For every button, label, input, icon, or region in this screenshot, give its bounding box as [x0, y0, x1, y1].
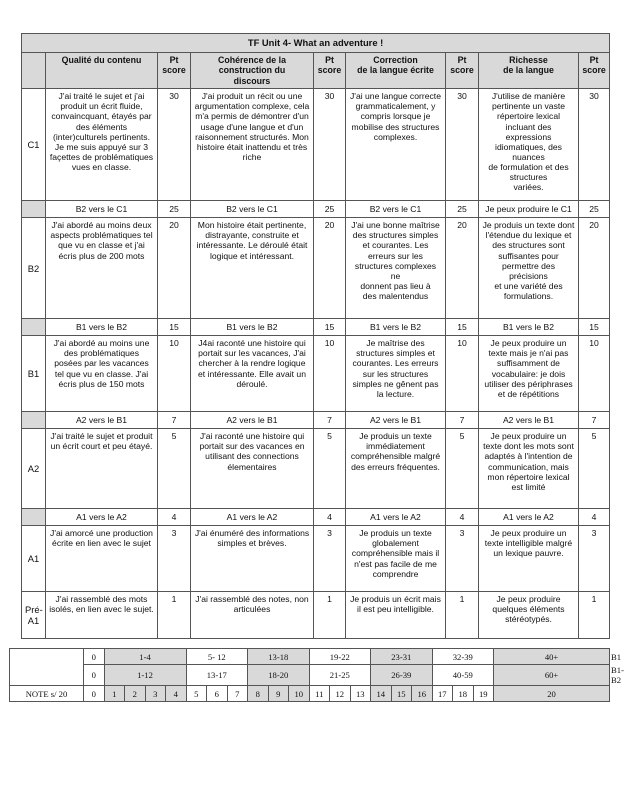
between-score: 15	[158, 319, 191, 336]
conversion-corner-cell	[10, 649, 84, 686]
note-label: NOTE s/ 20	[10, 686, 84, 702]
between-label: A1 vers le A2	[346, 509, 446, 526]
correction-b2: J'ai une bonne maîtrise des structures simples et courantes. Les erreurs sur les structures complexes ne donnent pas lieu à des malentendus	[346, 218, 446, 319]
rubric-row-a2-to-b1	[22, 412, 610, 429]
richness-a1: Je peux produire un texte intelligible malgré un lexique pauvre.	[479, 526, 579, 592]
between-label: A2 vers le B1	[346, 412, 446, 429]
rubric-row-pre-a1	[22, 592, 610, 639]
note-value: 5	[186, 686, 207, 702]
level-label-a1: A1	[22, 526, 46, 592]
score-band: 1-12	[104, 665, 186, 686]
correction-b1: Je maîtrise des structures simples et courantes. Les erreurs sur les structures simples ne gênent pas la lecture.	[346, 336, 446, 412]
between-score: 7	[314, 412, 346, 429]
between-score: 7	[579, 412, 610, 429]
between-score: 4	[158, 509, 191, 526]
quality-score-b1: 10	[158, 336, 191, 412]
correction-score-a2: 5	[446, 429, 479, 509]
header-coherence: Cohérence de la construction du discours	[191, 53, 314, 89]
between-score: 15	[314, 319, 346, 336]
coherence-score-pre-a1: 1	[314, 592, 346, 639]
richness-c1: J'utilise de manière pertinente un vaste répertoire lexical incluant des expressions idiomatiques, des nuances de formulation et des structures variées.	[479, 89, 579, 201]
coherence-score-c1: 30	[314, 89, 346, 201]
level-header-cell	[22, 53, 46, 89]
score-band: 19-22	[309, 649, 371, 665]
coherence-c1: J'ai produit un récit ou une argumentation complexe, cela m'a permis de démontrer d'un usage d'une langue et d'un raisonnement structurés. Mon histoire était inattendu et très riche	[191, 89, 314, 201]
coherence-score-a2: 5	[314, 429, 346, 509]
rubric-title-row	[22, 34, 610, 53]
header-correction: Correction de la langue écrite	[346, 53, 446, 89]
note-value: 2	[125, 686, 146, 702]
level-spacer	[22, 412, 46, 429]
between-label: A1 vers le A2	[479, 509, 579, 526]
level-label-b1: B1	[22, 336, 46, 412]
between-label: Je peux produire le C1	[479, 201, 579, 218]
note-value: 1	[104, 686, 125, 702]
header-pt-score-4: Pt score	[579, 53, 610, 89]
between-label: B1 vers le B2	[191, 319, 314, 336]
header-pt-score-2: Pt score	[314, 53, 346, 89]
richness-score-a1: 3	[579, 526, 610, 592]
rubric-row-b1-to-b2	[22, 319, 610, 336]
quality-b1: J'ai abordé au moins une des problématiques posées par les vacances tel que vu en classe. J'ai écris plus de 150 mots	[46, 336, 158, 412]
rubric-row-b1	[22, 336, 610, 412]
correction-a2: Je produis un texte immédiatement compréhensible malgré des erreurs fréquentes.	[346, 429, 446, 509]
level-label-b2: B2	[22, 218, 46, 319]
richness-score-a2: 5	[579, 429, 610, 509]
quality-score-a1: 3	[158, 526, 191, 592]
note-value: 8	[248, 686, 269, 702]
between-score: 25	[446, 201, 479, 218]
richness-score-c1: 30	[579, 89, 610, 201]
header-pt-score-3: Pt score	[446, 53, 479, 89]
between-score: 25	[158, 201, 191, 218]
level-spacer	[22, 509, 46, 526]
between-score: 25	[579, 201, 610, 218]
note-value: 10	[289, 686, 310, 702]
correction-a1: Je produis un texte globalement compréhensible mais il n'est pas facile de me comprendre	[346, 526, 446, 592]
richness-score-b2: 20	[579, 218, 610, 319]
note-value: 12	[330, 686, 351, 702]
quality-b2: J'ai abordé au moins deux aspects problématiques tel que vu en classe et j'ai écris plus de 200 mots	[46, 218, 158, 319]
between-score: 15	[579, 319, 610, 336]
note-value: 7	[227, 686, 248, 702]
note-value: 11	[309, 686, 330, 702]
score-band: 1-4	[104, 649, 186, 665]
note-value: 20	[494, 686, 610, 702]
grade-conversion-table	[9, 648, 624, 702]
quality-score-b2: 20	[158, 218, 191, 319]
score-band: 40+	[494, 649, 610, 665]
rubric-row-a2	[22, 429, 610, 509]
between-score: 4	[446, 509, 479, 526]
between-score: 15	[446, 319, 479, 336]
conversion-row-1: 0 1-4 5- 12 13-18 19-22 23-31 32-39 40+ B1	[10, 649, 610, 665]
correction-score-b2: 20	[446, 218, 479, 319]
note-value: 13	[350, 686, 371, 702]
correction-score-c1: 30	[446, 89, 479, 201]
between-label: B1 vers le B2	[46, 319, 158, 336]
conversion-zero: 0	[84, 665, 105, 686]
note-value: 15	[391, 686, 412, 702]
between-label: A2 vers le B1	[46, 412, 158, 429]
score-band: 23-31	[371, 649, 433, 665]
quality-pre-a1: J'ai rassemblé des mots isolés, en lien avec le sujet.	[46, 592, 158, 639]
level-spacer	[22, 319, 46, 336]
between-score: 7	[446, 412, 479, 429]
between-label: A1 vers le A2	[191, 509, 314, 526]
score-band: 5- 12	[186, 649, 248, 665]
coherence-a1: J'ai énuméré des informations simples et brèves.	[191, 526, 314, 592]
score-band: 26-39	[371, 665, 433, 686]
between-label: B2 vers le C1	[346, 201, 446, 218]
header-quality: Qualité du contenu	[46, 53, 158, 89]
note-value: 6	[207, 686, 228, 702]
quality-score-a2: 5	[158, 429, 191, 509]
level-spacer	[22, 201, 46, 218]
between-label: B1 vers le B2	[346, 319, 446, 336]
note-value: 17	[432, 686, 453, 702]
level-label-pre-a1: Pré- A1	[22, 592, 46, 639]
richness-pre-a1: Je peux produire quelques éléments stéréotypés.	[479, 592, 579, 639]
between-label: B2 vers le C1	[191, 201, 314, 218]
between-score: 4	[314, 509, 346, 526]
coherence-b2: Mon histoire était pertinente, distrayante, construite et intéressante. Le déroulé était logique et intéressant.	[191, 218, 314, 319]
score-band: 60+	[494, 665, 610, 686]
coherence-a2: J'ai raconté une histoire qui portait sur des vacances en utilisant des connections élementaires	[191, 429, 314, 509]
quality-score-pre-a1: 1	[158, 592, 191, 639]
coherence-score-b1: 10	[314, 336, 346, 412]
rubric-row-a1-to-a2	[22, 509, 610, 526]
quality-a1: J'ai amorcé une production écrite en lien avec le sujet	[46, 526, 158, 592]
quality-c1: J'ai traité le sujet et j'ai produit un écrit fluide, convaincquant, étayés par des éléments (inter)culturels pertinents. Je me suis appuyé sur 3 façettes de problématiques vues en classe.	[46, 89, 158, 201]
rubric-title: TF Unit 4- What an adventure !	[22, 34, 610, 53]
evaluation-rubric-table	[21, 33, 610, 639]
score-band: 13-18	[248, 649, 310, 665]
between-score: 7	[158, 412, 191, 429]
score-band: 21-25	[309, 665, 371, 686]
between-label: A2 vers le B1	[479, 412, 579, 429]
note-value: 19	[473, 686, 494, 702]
rubric-header-row	[22, 53, 610, 89]
correction-pre-a1: Je produis un écrit mais il est peu intelligible.	[346, 592, 446, 639]
between-label: A2 vers le B1	[191, 412, 314, 429]
richness-a2: Je peux produire un texte dont les mots sont adaptés à l'intention de communication, mais mon répertoire lexical est limité	[479, 429, 579, 509]
richness-score-b1: 10	[579, 336, 610, 412]
correction-score-pre-a1: 1	[446, 592, 479, 639]
conversion-zero: 0	[84, 649, 105, 665]
correction-score-a1: 3	[446, 526, 479, 592]
header-richness: Richesse de la langue	[479, 53, 579, 89]
coherence-pre-a1: J'ai rassemblé des notes, non articulées	[191, 592, 314, 639]
between-score: 25	[314, 201, 346, 218]
between-label: B1 vers le B2	[479, 319, 579, 336]
note-value: 4	[166, 686, 187, 702]
coherence-b1: J4ai raconté une histoire qui portait sur les vacances, J'ai chercher à la rendre logique et intéressante. Elle avait un déroulé.	[191, 336, 314, 412]
note-value: 18	[453, 686, 474, 702]
score-band: 18-20	[248, 665, 310, 686]
richness-b2: Je produis un texte dont l'étendue du lexique et des structures sont suffisantes pour permettre des précisions et une variété des formulations.	[479, 218, 579, 319]
note-value: 16	[412, 686, 433, 702]
correction-score-b1: 10	[446, 336, 479, 412]
between-label: A1 vers le A2	[46, 509, 158, 526]
score-band: 13-17	[186, 665, 248, 686]
quality-a2: J'ai traité le sujet et produit un écrit court et peu étayé.	[46, 429, 158, 509]
note-value: 14	[371, 686, 392, 702]
between-label: B2 vers le C1	[46, 201, 158, 218]
richness-b1: Je peux produire un texte mais je n'ai pas suffisamment de vocabulaire: je dois utiliser des périphrases et de répétitions	[479, 336, 579, 412]
coherence-score-a1: 3	[314, 526, 346, 592]
rubric-row-b2	[22, 218, 610, 319]
rubric-row-b2-to-c1	[22, 201, 610, 218]
correction-c1: J'ai une langue correcte grammaticalement, y compris lorsque je mobilise des structures complexes.	[346, 89, 446, 201]
coherence-score-b2: 20	[314, 218, 346, 319]
note-value: 0	[84, 686, 105, 702]
level-label-c1: C1	[22, 89, 46, 201]
between-score: 4	[579, 509, 610, 526]
note-value: 3	[145, 686, 166, 702]
score-band: 32-39	[432, 649, 494, 665]
score-band: 40-59	[432, 665, 494, 686]
richness-score-pre-a1: 1	[579, 592, 610, 639]
conversion-notes-row	[10, 686, 610, 702]
rubric-row-c1	[22, 89, 610, 201]
conversion-row-2: 0 1-12 13-17 18-20 21-25 26-39 40-59 60+ B1-B2	[10, 665, 610, 686]
quality-score-c1: 30	[158, 89, 191, 201]
header-pt-score-1: Pt score	[158, 53, 191, 89]
rubric-row-a1	[22, 526, 610, 592]
note-value: 9	[268, 686, 289, 702]
level-label-a2: A2	[22, 429, 46, 509]
